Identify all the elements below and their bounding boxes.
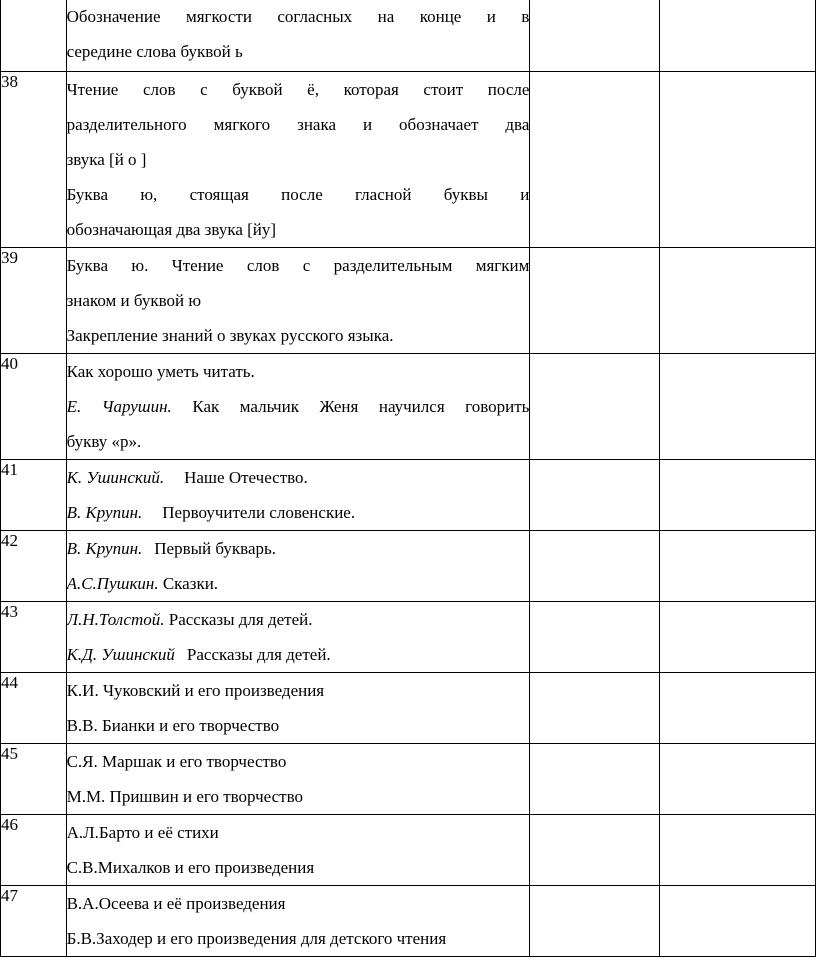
work-title: Сказки. — [162, 574, 219, 593]
topic-line: середине слова буквой ь — [66, 42, 243, 61]
topic-line: обозначающая два звука [йу] — [66, 220, 277, 239]
notes-cell — [659, 354, 815, 460]
lesson-number: 41 — [1, 460, 67, 531]
topic-line: разделительного мягкого знака и обозначает два — [66, 115, 530, 134]
author-name: А.С.Пушкин. — [66, 574, 159, 593]
table-row — [1, 354, 816, 460]
lesson-topic — [66, 460, 530, 531]
notes-cell — [659, 248, 815, 354]
lesson-number: 43 — [1, 602, 67, 673]
lesson-topic — [66, 72, 530, 248]
work-title: Первоучители словенские. — [162, 503, 356, 522]
topic-line: Буква ю, стоящая после гласной буквы и — [66, 185, 530, 204]
topic-line — [67, 602, 530, 637]
work-title: Как мальчик Женя научился говорить — [192, 397, 530, 416]
author-name: Л.Н.Толстой. — [66, 610, 165, 629]
notes-cell — [659, 673, 815, 744]
topic-line — [67, 637, 530, 672]
date-cell — [530, 72, 659, 248]
table-row — [1, 72, 816, 248]
lesson-topic — [66, 531, 530, 602]
topic-line: Чтение слов с буквой ё, которая стоит после — [66, 80, 530, 99]
author-name: Е. Чарушин. — [66, 397, 172, 416]
topic-line: Буква ю. Чтение слов с разделительным мягким — [66, 256, 530, 275]
topic-line: Как хорошо уметь читать. — [66, 362, 255, 381]
lesson-topic — [66, 886, 530, 957]
topic-line — [67, 566, 530, 601]
table-row — [1, 602, 816, 673]
table-row — [1, 0, 816, 72]
author-name: В. Крупин. — [66, 539, 143, 558]
topic-line: С.В.Михалков и его произведения — [66, 858, 315, 877]
lesson-topic — [66, 354, 530, 460]
notes-cell — [659, 602, 815, 673]
lesson-number: 39 — [1, 248, 67, 354]
topic-line: знаком и буквой ю — [66, 291, 202, 310]
lesson-topic — [66, 0, 530, 72]
work-title: Наше Отечество. — [184, 468, 308, 487]
lesson-number: 44 — [1, 673, 67, 744]
lesson-topic — [66, 815, 530, 886]
topic-line: букву «р». — [66, 432, 142, 451]
author-name: К.Д. Ушинский — [66, 645, 175, 664]
work-title: Первый букварь. — [154, 539, 276, 558]
author-name: К. Ушинский. — [66, 468, 165, 487]
topic-line: А.Л.Барто и её стихи — [66, 823, 219, 842]
topic-line: В.В. Бианки и его творчество — [66, 716, 280, 735]
topic-line: С.Я. Маршак и его творчество — [66, 752, 287, 771]
topic-line: В.А.Осеева и её произведения — [66, 894, 286, 913]
lesson-topic — [66, 673, 530, 744]
lesson-number: 40 — [1, 354, 67, 460]
date-cell — [530, 602, 659, 673]
lesson-topic — [66, 602, 530, 673]
notes-cell — [659, 744, 815, 815]
topic-line — [67, 389, 530, 424]
notes-cell — [659, 531, 815, 602]
notes-cell — [659, 886, 815, 957]
notes-cell — [659, 815, 815, 886]
work-title: Рассказы для детей. — [186, 645, 331, 664]
work-title: Рассказы для детей. — [168, 610, 313, 629]
topic-line: Обозначение мягкости согласных на конце и в — [66, 7, 530, 26]
topic-line: Закрепление знаний о звуках русского языка. — [66, 326, 394, 345]
date-cell — [530, 0, 659, 72]
notes-cell — [659, 460, 815, 531]
table-row — [1, 886, 816, 957]
date-cell — [530, 886, 659, 957]
date-cell — [530, 248, 659, 354]
table-row — [1, 744, 816, 815]
date-cell — [530, 744, 659, 815]
lesson-number: 38 — [1, 72, 67, 248]
topic-line: Б.В.Заходер и его произведения для детского чтения — [66, 929, 447, 948]
table-row — [1, 815, 816, 886]
date-cell — [530, 815, 659, 886]
date-cell — [530, 531, 659, 602]
lesson-topic — [66, 248, 530, 354]
lesson-number: 42 — [1, 531, 67, 602]
table-row — [1, 531, 816, 602]
date-cell — [530, 460, 659, 531]
lesson-number — [1, 0, 67, 72]
lesson-number: 47 — [1, 886, 67, 957]
author-name: В. Крупин. — [66, 503, 143, 522]
topic-line: М.М. Пришвин и его творчество — [66, 787, 304, 806]
lesson-topic — [66, 744, 530, 815]
topic-line: К.И. Чуковский и его произведения — [66, 681, 325, 700]
lesson-number: 45 — [1, 744, 67, 815]
lesson-number: 46 — [1, 815, 67, 886]
table-row — [1, 673, 816, 744]
date-cell — [530, 673, 659, 744]
table-row — [1, 460, 816, 531]
notes-cell — [659, 0, 815, 72]
date-cell — [530, 354, 659, 460]
topic-line — [67, 531, 530, 566]
topic-line: звука [й о ] — [66, 150, 147, 169]
notes-cell — [659, 72, 815, 248]
topic-line — [67, 495, 530, 530]
table-row — [1, 248, 816, 354]
topic-line — [67, 460, 530, 495]
